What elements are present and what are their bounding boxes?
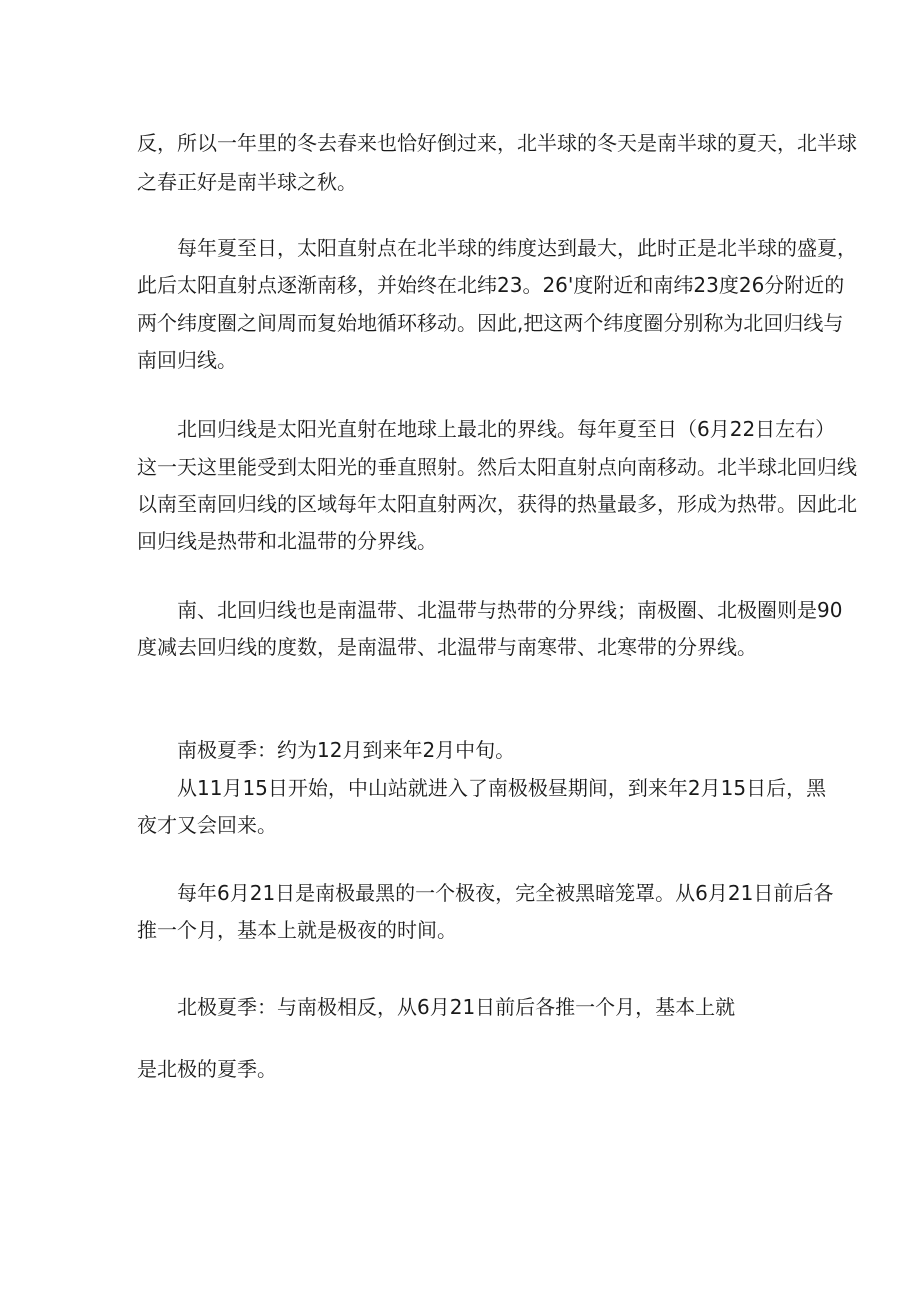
paragraph-1-line-2: 之春正好是南半球之秋。	[137, 170, 357, 194]
paragraph-4-line-2: 度减去回归线的度数，是南温带、北温带与南寒带、北寒带的分界线。	[137, 635, 757, 659]
paragraph-5-line-2: 从11月15日开始，中山站就进入了南极极昼期间，到来年2月15日后，黑	[177, 776, 827, 800]
paragraph-3-line-4: 回归线是热带和北温带的分界线。	[137, 529, 437, 553]
paragraph-5-line-3: 夜才又会回来。	[137, 813, 277, 837]
paragraph-7-line-1: 北极夏季：与南极相反，从6月21日前后各推一个月，基本上就	[177, 995, 736, 1019]
paragraph-6-line-1: 每年6月21日是南极最黑的一个极夜，完全被黑暗笼罩。从6月21日前后各	[177, 881, 834, 905]
paragraph-2-line-4: 南回归线。	[137, 348, 237, 372]
paragraph-2-line-1: 每年夏至日，太阳直射点在北半球的纬度达到最大，此时正是北半球的盛夏，	[177, 236, 857, 260]
paragraph-3-line-3: 以南至南回归线的区域每年太阳直射两次，获得的热量最多，形成为热带。因此北	[137, 492, 857, 516]
paragraph-8-line-1: 是北极的夏季。	[137, 1057, 277, 1081]
paragraph-2-line-2: 此后太阳直射点逐渐南移，并始终在北纬23。26'度附近和南纬23度26分附近的	[137, 273, 845, 297]
paragraph-2-line-3: 两个纬度圈之间周而复始地循环移动。因此,把这两个纬度圈分别称为北回归线与	[137, 311, 844, 335]
paragraph-1-line-1: 反，所以一年里的冬去春来也恰好倒过来，北半球的冬天是南半球的夏天，北半球	[137, 131, 857, 155]
paragraph-5-line-1: 南极夏季：约为12月到来年2月中旬。	[177, 738, 516, 762]
paragraph-3-line-2: 这一天这里能受到太阳光的垂直照射。然后太阳直射点向南移动。北半球北回归线	[137, 455, 857, 479]
paragraph-4-line-1: 南、北回归线也是南温带、北温带与热带的分界线；南极圈、北极圈则是90	[177, 598, 843, 622]
paragraph-3-line-1: 北回归线是太阳光直射在地球上最北的界线。每年夏至日（6月22日左右）	[177, 417, 836, 441]
paragraph-6-line-2: 推一个月，基本上就是极夜的时间。	[137, 918, 457, 942]
